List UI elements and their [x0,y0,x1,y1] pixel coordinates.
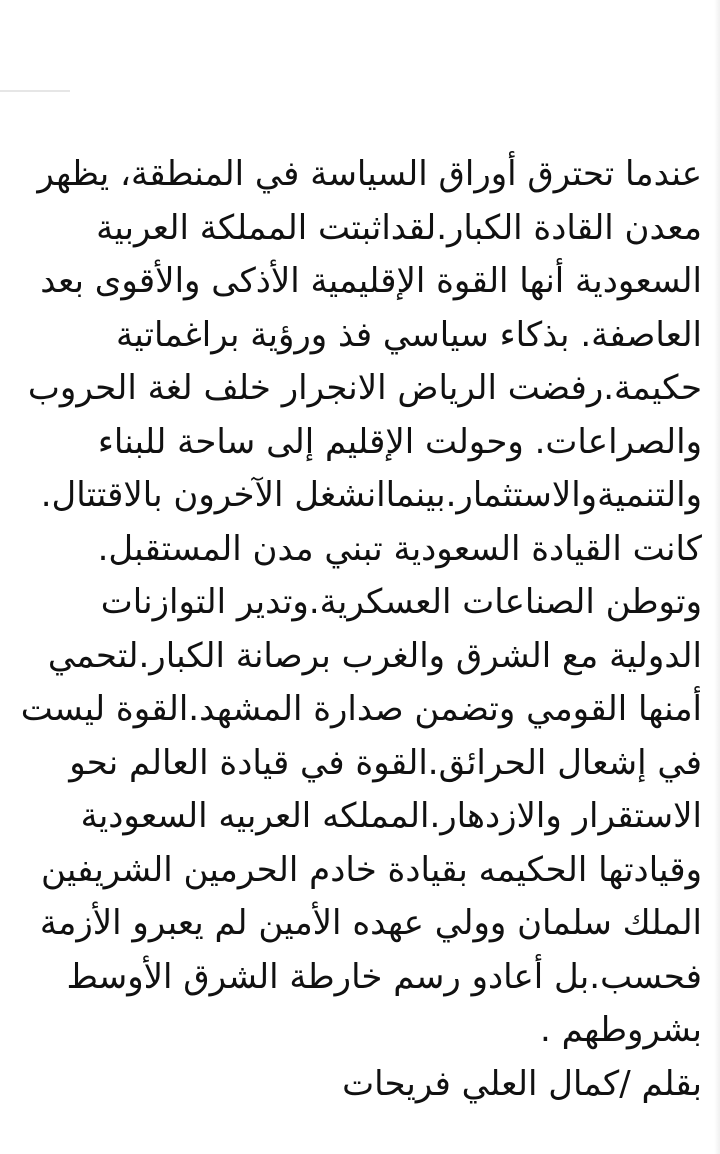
text-line: الدولية مع الشرق والغرب برصانة الكبار.لتحمي [47,635,702,676]
text-line: كانت القيادة السعودية تبني مدن المستقبل. [97,528,702,569]
text-line: وقيادتها الحكيمه بقيادة خادم الحرمين الشريفين [40,849,702,890]
text-line: فحسب.بل أعادو رسم خارطة الشرق الأوسط [66,956,702,997]
text-line: السعودية أنها القوة الإقليمية الأذكى والأقوى بعد [40,261,702,301]
text-line: والصراعات. وحولت الإقليم إلى ساحة للبناء [97,421,702,462]
text-line: بشروطهم . [540,1010,702,1050]
text-line: معدن القادة الكبار.لقداثبتت المملكة العربية [96,207,702,248]
right-edge-shadow [714,0,720,1154]
text-line: الاستقرار والازدهار.المملكه العربيه السعودية [80,796,702,836]
author-signature: بقلم /كمال العلي فريحات [342,1063,702,1104]
text-line: في إشعال الحرائق.القوة في قيادة العالم نحو [69,742,702,783]
text-line: العاصفة. بذكاء سياسي فذ ورؤية براغماتية [116,314,702,355]
text-line: عندما تحترق أوراق السياسة في المنطقة، يظهر [37,154,702,194]
text-line: الملك سلمان وولي عهده الأمين لم يعبرو الأزمة [39,903,702,943]
top-divider [0,90,70,92]
article-text [18,148,702,1111]
text-line: أمنها القومي وتضمن صدارة المشهد.القوة ليست [20,689,702,729]
text-line: وتوطن الصناعات العسكرية.وتدير التوازنات [100,582,702,622]
text-line: حكيمة.رفضت الرياض الانجرار خلف لغة الحروب [27,368,702,408]
text-line: والتنميةوالاستثمار.بينماانشغل الآخرون بالاقتتال. [40,475,702,515]
